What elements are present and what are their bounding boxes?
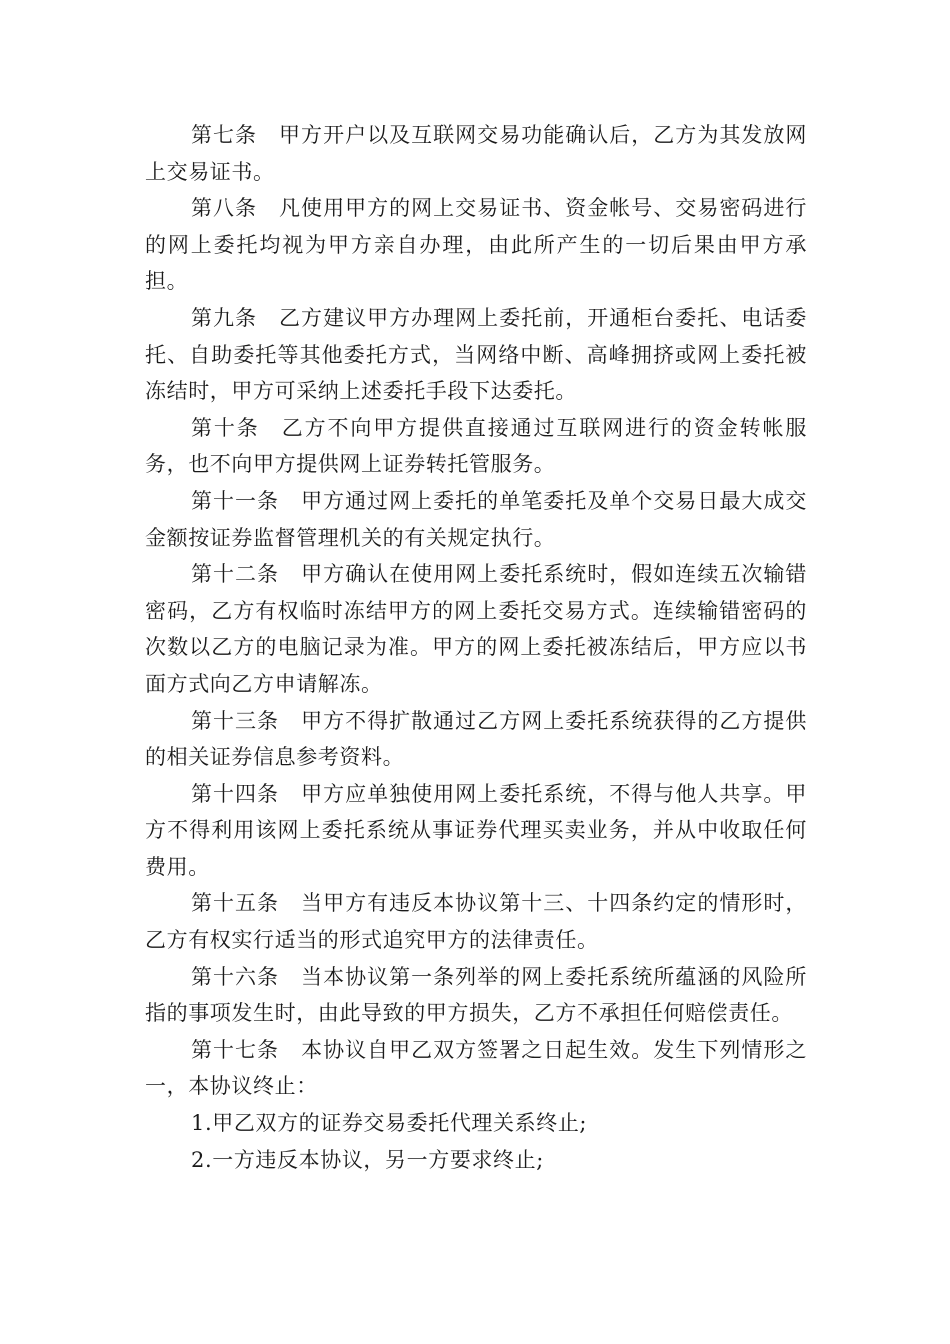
article-number: 第十条 xyxy=(191,415,260,440)
article-8 xyxy=(145,190,807,300)
article-text: 甲方不得扩散通过乙方网上委托系统获得的乙方提供的相关证券信息参考资料。 xyxy=(145,708,807,770)
article-text: 甲方通过网上委托的单笔委托及单个交易日最大成交金额按证券监督管理机关的有关规定执行。 xyxy=(145,488,807,550)
list-item: 2.一方违反本协议，另一方要求终止; xyxy=(191,1147,544,1172)
article-number: 第九条 xyxy=(191,305,258,330)
article-text: 甲方应单独使用网上委托系统，不得与他人共享。甲方不得利用该网上委托系统从事证券代理买卖业务，并从中收取任何费用。 xyxy=(145,781,807,879)
article-number: 第十二条 xyxy=(191,562,280,587)
article-number: 第十七条 xyxy=(191,1037,280,1062)
article-9 xyxy=(145,300,807,410)
list-item: 1.甲乙双方的证券交易委托代理关系终止; xyxy=(191,1111,588,1136)
article-16 xyxy=(145,959,807,1032)
article-text: 甲方开户以及互联网交易功能确认后，乙方为其发放网上交易证书。 xyxy=(145,123,807,184)
article-text: 本协议自甲乙双方签署之日起生效。发生下列情形之一，本协议终止： xyxy=(145,1037,807,1099)
article-text: 当本协议第一条列举的网上委托系统所蕴涵的风险所指的事项发生时，由此导致的甲方损失，乙方不承担任何赔偿责任。 xyxy=(145,964,807,1026)
article-11 xyxy=(145,483,807,556)
article-number: 第十五条 xyxy=(191,891,280,916)
article-number: 第十三条 xyxy=(191,708,280,733)
article-text: 凡使用甲方的网上交易证书、资金帐号、交易密码进行的网上委托均视为甲方亲自办理，由此所产生的一切后果由甲方承担。 xyxy=(145,196,807,294)
article-number: 第七条 xyxy=(191,123,258,147)
article-17 xyxy=(145,1032,807,1105)
article-text: 甲方确认在使用网上委托系统时，假如连续五次输错密码，乙方有权临时冻结甲方的网上委托交易方式。连续输错密码的次数以乙方的电脑记录为准。甲方的网上委托被冻结后，甲方应以书面方式向乙方申请解冻。 xyxy=(145,562,807,696)
article-number: 第十一条 xyxy=(191,488,280,513)
article-12 xyxy=(145,556,807,702)
article-13 xyxy=(145,703,807,776)
article-7 xyxy=(145,117,807,190)
article-number: 第八条 xyxy=(191,196,258,221)
article-number: 第十六条 xyxy=(191,964,280,989)
article-15 xyxy=(145,885,807,958)
article-number: 第十四条 xyxy=(191,781,280,806)
article-text: 当甲方有违反本协议第十三、十四条约定的情形时，乙方有权实行适当的形式追究甲方的法律责任。 xyxy=(145,891,807,953)
article-text: 乙方建议甲方办理网上委托前，开通柜台委托、电话委托、自助委托等其他委托方式，当网络中断、高峰拥挤或网上委托被冻结时，甲方可采纳上述委托手段下达委托。 xyxy=(145,305,807,404)
article-text: 乙方不向甲方提供直接通过互联网进行的资金转帐服务，也不向甲方提供网上证券转托管服务。 xyxy=(145,415,807,477)
document-body xyxy=(145,117,807,1178)
article-10 xyxy=(145,410,807,483)
article-14 xyxy=(145,776,807,886)
